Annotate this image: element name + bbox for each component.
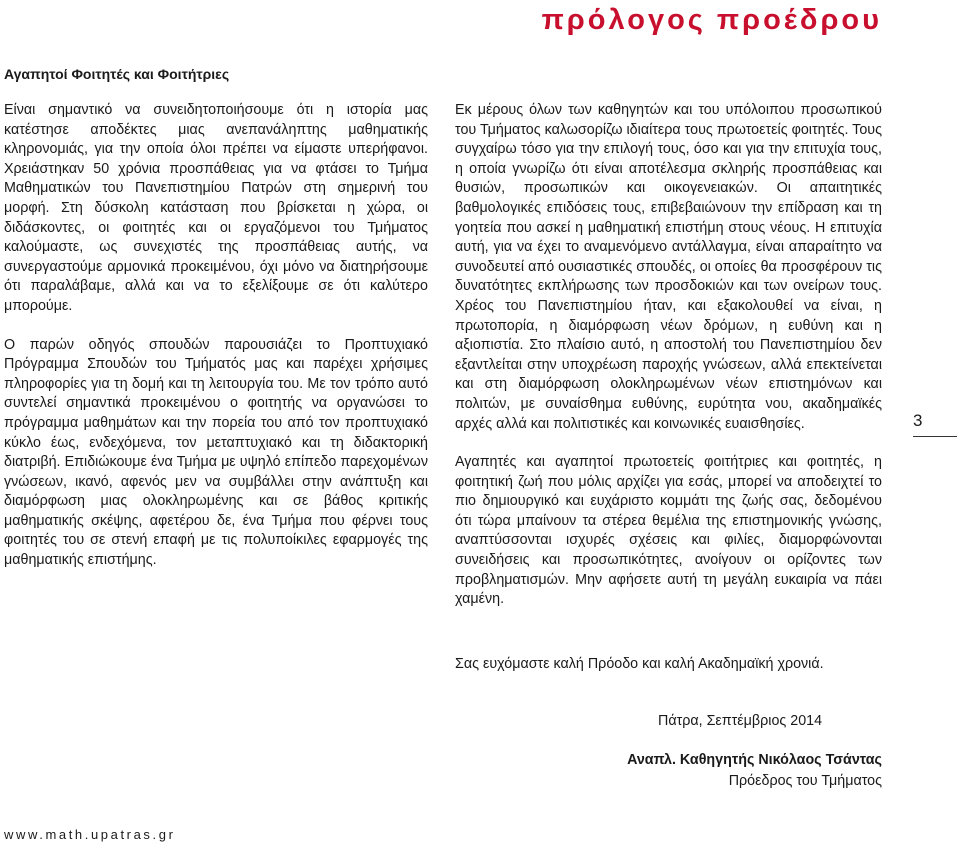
right-paragraph-1: Εκ μέρους όλων των καθηγητών και του υπόλοιπου προσωπικού του Τμήματος καλωσορίζω ιδιαίτερα τους πρωτοετείς φοιτητές. Τους συγχαίρω τόσο για την επιλογή τους, όσο και για την επιτυχία τους, η οποία γνωρίζω ότι είναι αποτέλεσμα σκληρής προσπάθειας και θυσιών, προσωπικών και οικογενειακών. Οι απαιτητικές βαθμολογικές επιδόσεις τους, επιβεβαιώνουν την επίδραση και τη γοητεία που ασκεί η μαθηματική επιστήμη στους νέους. Η επιτυχία αυτή, για να έχει το αναμενόμενο αντάλλαγμα, είναι απαραίτητο να συνοδευτεί από ουσιαστικές σπουδές, οι οποίες θα προσφέρουν τις δυνατότητες εκπλήρωσης των προσδοκιών και των ονείρων τους. Χρέος του Πανεπιστημίου ήταν, και εξακολουθεί να είναι, η πρωτοπορία, η διαμόρφωση νέων δρόμων, η ευθύνη και η αξιοπιστία. Στο πλαίσιο αυτό, η αποστολή του Πανεπιστημίου δεν εξαντλείται στην υποχρέωση παροχής γνώσεων, αλλά επεκτείνεται και στη διαμόρφωση ολοκληρωμένων νέων επιστημόνων και πολιτών, με συναίσθημα ευθύνης, ευρύτητα νου, ακαδημαϊκές αρχές αλλά και πολιτιστικές και κοινωνικές ευαισθησίες.: [455, 102, 882, 432]
page-number: 3: [913, 411, 957, 437]
page-title: πρόλογος προέδρου: [541, 4, 882, 36]
left-paragraph-1: Είναι σημαντικό να συνειδητοποιήσουμε ότι η ιστορία μας κατέστησε αποδέκτες μιας ανεπανάληπτης μαθηματικής κληρονομιάς, για την οποία όλοι πρέπει να είμαστε υπερήφανοι. Χρειάστηκαν 50 χρόνια προσπάθειας για να φτάσει το Τμήμα Μαθηματικών του Πανεπιστημίου Πατρών στη σημερινή του μορφή. Στη δύσκολη κατάσταση που βρίσκεται η χώρα, οι διδάσκοντες, οι φοιτητές και οι εργαζόμενοι του Τμήματος καλούμαστε, ως συνεχιστές της προσπάθειας αυτής, να συνεργαστούμε αρμονικά προκειμένου, όχι μόνο να διατηρήσουμε ότι παραλάβαμε, αλλά και να το εξελίξουμε σε ότι καλύτερο μπορούμε.: [4, 102, 428, 314]
signature-role: Πρόεδρος του Τμήματος: [728, 773, 882, 789]
left-paragraph-2: Ο παρών οδηγός σπουδών παρουσιάζει το Προπτυχιακό Πρόγραμμα Σπουδών του Τμήματός μας και παρέχει χρήσιμες πληροφορίες για τη δομή και τη λειτουργία του. Με τον τρόπο αυτό συντελεί σημαντικά προκειμένου ο φοιτητής να οργανώσει το πρόγραμμα μαθημάτων και την πορεία του από τον προπτυχιακό κύκλο έως, ενδεχόμενα, τον μεταπτυχιακό και τη διδακτορική διατριβή. Επιδιώκουμε ένα Τμήμα με υψηλό επίπεδο παρεχομένων γνώσεων, ικανό, αφενός μεν να συμβάλλει στην ανάπτυξη και διαμόρφωση μιας ολοκληρωμένης και σε βάθος κριτικής μαθηματικής σκέψης, αφετέρου δε, ένα Τμήμα που φέρνει τους φοιτητές του σε στενή επαφή με τις πολυποίκιλες εφαρμογές της μαθηματικής επιστήμης.: [4, 336, 428, 569]
right-paragraph-2: Αγαπητές και αγαπητοί πρωτοετείς φοιτήτριες και φοιτητές, η φοιτητική ζωή που μόλις αρχίζει για εσάς, μπορεί να αποδειχτεί το πιο δημιουργικό και ευχάριστο κομμάτι της ζωής σας, δεδομένου ότι τώρα μπαίνουν τα στέρεα θεμέλια της επιστημονικής γνώσης, αναπτύσσονται ισχυρές σχέσεις και φιλίες, διαμορφώνονται συνειδήσεις και προσωπικότητες, ανοίγουν οι ορίζοντες των προβληματισμών. Μην αφήσετε αυτή τη μεγάλη ευκαιρία να πάει χαμένη.: [455, 454, 882, 608]
footer-website: www.math.upatras.gr: [4, 827, 176, 842]
signature-name: Αναπλ. Καθηγητής Νικόλαος Τσάντας: [627, 752, 882, 768]
closing-wish: Σας ευχόμαστε καλή Πρόοδο και καλή Ακαδημαϊκή χρονιά.: [455, 656, 824, 672]
left-column: [4, 101, 428, 590]
salutation: Αγαπητοί Φοιτητές και Φοιτήτριες: [4, 66, 230, 82]
right-column: [455, 101, 882, 629]
signature: [627, 750, 882, 792]
place-date: Πάτρα, Σεπτέμβριος 2014: [658, 713, 823, 729]
